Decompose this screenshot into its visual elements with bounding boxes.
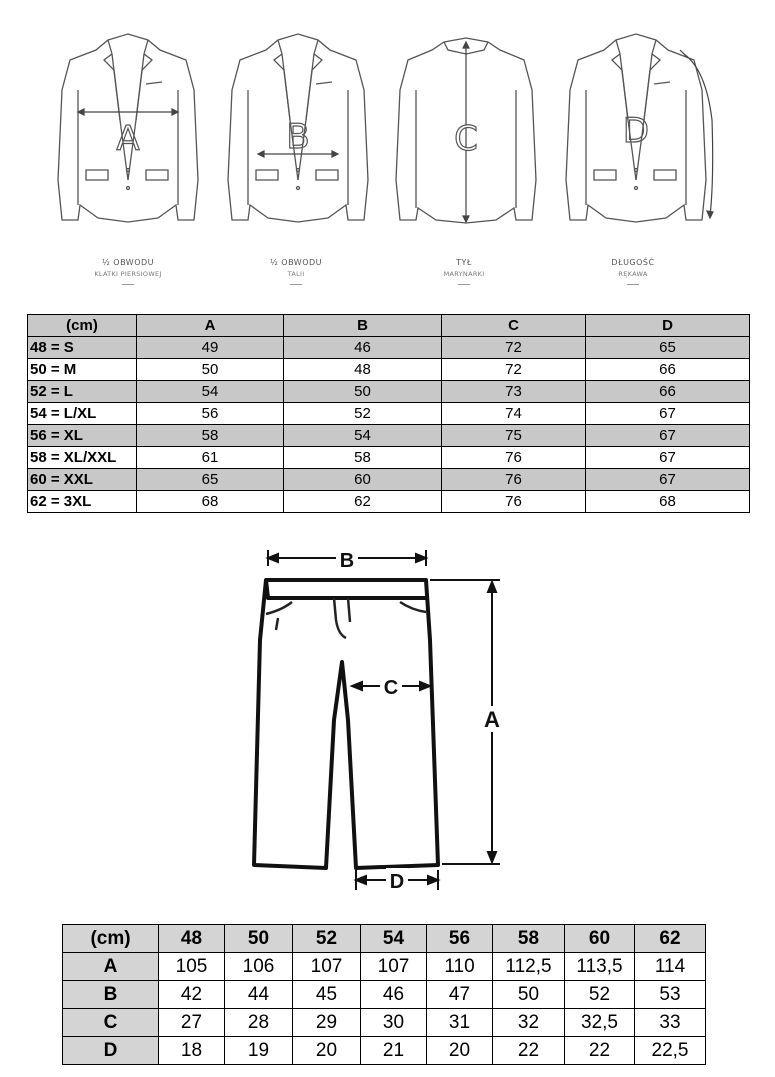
table-cell: 56: [137, 403, 284, 425]
jacket-caption-b: [216, 258, 376, 285]
table-cell: 32: [493, 1009, 565, 1037]
table-cell: 54: [137, 381, 284, 403]
table-cell: 22: [493, 1037, 565, 1065]
table-cell: 31: [427, 1009, 493, 1037]
pants-label-c: C: [383, 677, 399, 699]
table-cell: 67: [586, 469, 750, 491]
jacket-caption-c: [384, 258, 544, 285]
table-cell: 19: [225, 1037, 293, 1065]
table-cell: 49: [137, 337, 284, 359]
caption-dash: [458, 284, 470, 285]
table-row: [28, 359, 750, 381]
pants-figure: [230, 540, 530, 900]
table-header-row: [28, 315, 750, 337]
table-cell: 67: [586, 403, 750, 425]
pants-label-b: B: [339, 550, 355, 572]
jacket-a-letter: A: [116, 119, 140, 159]
table-cell: 73: [442, 381, 586, 403]
table-cell: 29: [293, 1009, 361, 1037]
table-cell: 68: [586, 491, 750, 513]
pants-label-a: A: [484, 707, 500, 732]
header-cell: C: [442, 315, 586, 337]
row-label: 56 = XL: [28, 425, 137, 447]
jacket-size-table: [27, 314, 750, 513]
jacket-caption-a: [48, 258, 208, 285]
table-cell: 110: [427, 953, 493, 981]
caption-dash: [122, 284, 134, 285]
header-cell: 56: [427, 925, 493, 953]
jacket-figure-d: [556, 30, 716, 230]
table-cell: 76: [442, 491, 586, 513]
jacket-b-letter: B: [286, 117, 310, 157]
table-cell: 48: [284, 359, 442, 381]
row-label: C: [63, 1009, 159, 1037]
row-label: 54 = L/XL: [28, 403, 137, 425]
table-cell: 20: [293, 1037, 361, 1065]
caption-subtitle: KLATKI PIERSIOWEJ: [94, 270, 162, 278]
caption-title: ½ OBWODU: [269, 258, 323, 267]
table-cell: 50: [137, 359, 284, 381]
row-label: 60 = XXL: [28, 469, 137, 491]
jacket-a-drawing: [48, 30, 208, 230]
table-cell: 58: [137, 425, 284, 447]
header-cell: 62: [635, 925, 706, 953]
table-cell: 76: [442, 469, 586, 491]
table-cell: 42: [159, 981, 225, 1009]
jacket-d-letter: D: [622, 111, 650, 151]
table-header-row: [63, 925, 706, 953]
table-cell: 60: [284, 469, 442, 491]
table-cell: 74: [442, 403, 586, 425]
table-cell: 106: [225, 953, 293, 981]
jacket-b-drawing: [218, 30, 378, 230]
table-cell: 22,5: [635, 1037, 706, 1065]
table-row: [28, 469, 750, 491]
caption-subtitle: TALII: [287, 270, 305, 278]
jacket-caption-d: [553, 258, 713, 285]
table-cell: 72: [442, 359, 586, 381]
caption-title: TYŁ: [456, 258, 472, 267]
table-cell: 27: [159, 1009, 225, 1037]
table-cell: 61: [137, 447, 284, 469]
caption-title: DŁUGOŚĆ: [611, 258, 655, 267]
pants-size-table: [62, 924, 706, 1065]
table-cell: 75: [442, 425, 586, 447]
table-cell: 107: [293, 953, 361, 981]
pants-drawing: [230, 540, 530, 900]
table-cell: 52: [284, 403, 442, 425]
table-row: [28, 381, 750, 403]
header-cell: 54: [361, 925, 427, 953]
table-cell: 67: [586, 447, 750, 469]
header-cell: 48: [159, 925, 225, 953]
table-row: [63, 1009, 706, 1037]
table-row: [28, 425, 750, 447]
caption-dash: [290, 284, 302, 285]
jacket-figures: [0, 0, 775, 300]
table-cell: 50: [284, 381, 442, 403]
table-cell: 21: [361, 1037, 427, 1065]
table-cell: 47: [427, 981, 493, 1009]
caption-title: ½ OBWODU: [101, 258, 155, 267]
caption-subtitle: RĘKAWA: [618, 270, 648, 278]
jacket-c-drawing: [386, 30, 546, 230]
row-label: 50 = M: [28, 359, 137, 381]
header-cell: 52: [293, 925, 361, 953]
table-cell: 62: [284, 491, 442, 513]
table-cell: 32,5: [565, 1009, 635, 1037]
caption-subtitle: MARYNARKI: [443, 270, 485, 278]
table-cell: 113,5: [565, 953, 635, 981]
header-cell: B: [284, 315, 442, 337]
table-cell: 46: [361, 981, 427, 1009]
table-cell: 66: [586, 359, 750, 381]
caption-dash: [627, 284, 639, 285]
table-cell: 68: [137, 491, 284, 513]
row-label: 48 = S: [28, 337, 137, 359]
table-cell: 65: [137, 469, 284, 491]
table-cell: 22: [565, 1037, 635, 1065]
table-cell: 52: [565, 981, 635, 1009]
table-row: [28, 337, 750, 359]
table-cell: 50: [493, 981, 565, 1009]
jacket-figure-b: [218, 30, 378, 230]
table-cell: 76: [442, 447, 586, 469]
row-label: A: [63, 953, 159, 981]
header-cell: 50: [225, 925, 293, 953]
jacket-figure-a: [48, 30, 208, 230]
table-cell: 53: [635, 981, 706, 1009]
table-cell: 45: [293, 981, 361, 1009]
table-cell: 18: [159, 1037, 225, 1065]
table-cell: 54: [284, 425, 442, 447]
jacket-figure-c: [386, 30, 546, 230]
table-cell: 58: [284, 447, 442, 469]
table-cell: 33: [635, 1009, 706, 1037]
table-cell: 67: [586, 425, 750, 447]
table-row: [63, 953, 706, 981]
table-row: [63, 1037, 706, 1065]
table-cell: 20: [427, 1037, 493, 1065]
table-row: [28, 403, 750, 425]
table-cell: 72: [442, 337, 586, 359]
table-cell: 112,5: [493, 953, 565, 981]
row-label: 58 = XL/XXL: [28, 447, 137, 469]
table-row: [28, 491, 750, 513]
jacket-d-drawing: [556, 30, 716, 230]
header-cell: A: [137, 315, 284, 337]
jacket-c-letter: C: [454, 119, 478, 159]
table-cell: 30: [361, 1009, 427, 1037]
table-cell: 44: [225, 981, 293, 1009]
header-cell: 60: [565, 925, 635, 953]
header-cell: 58: [493, 925, 565, 953]
header-cell: (cm): [28, 315, 137, 337]
table-cell: 65: [586, 337, 750, 359]
pants-label-d: D: [389, 871, 405, 893]
table-cell: 107: [361, 953, 427, 981]
table-row: [63, 981, 706, 1009]
table-cell: 66: [586, 381, 750, 403]
table-cell: 28: [225, 1009, 293, 1037]
row-label: 52 = L: [28, 381, 137, 403]
row-label: D: [63, 1037, 159, 1065]
header-cell: D: [586, 315, 750, 337]
row-label: 62 = 3XL: [28, 491, 137, 513]
table-cell: 105: [159, 953, 225, 981]
header-cell: (cm): [63, 925, 159, 953]
table-row: [28, 447, 750, 469]
table-cell: 114: [635, 953, 706, 981]
row-label: B: [63, 981, 159, 1009]
table-cell: 46: [284, 337, 442, 359]
